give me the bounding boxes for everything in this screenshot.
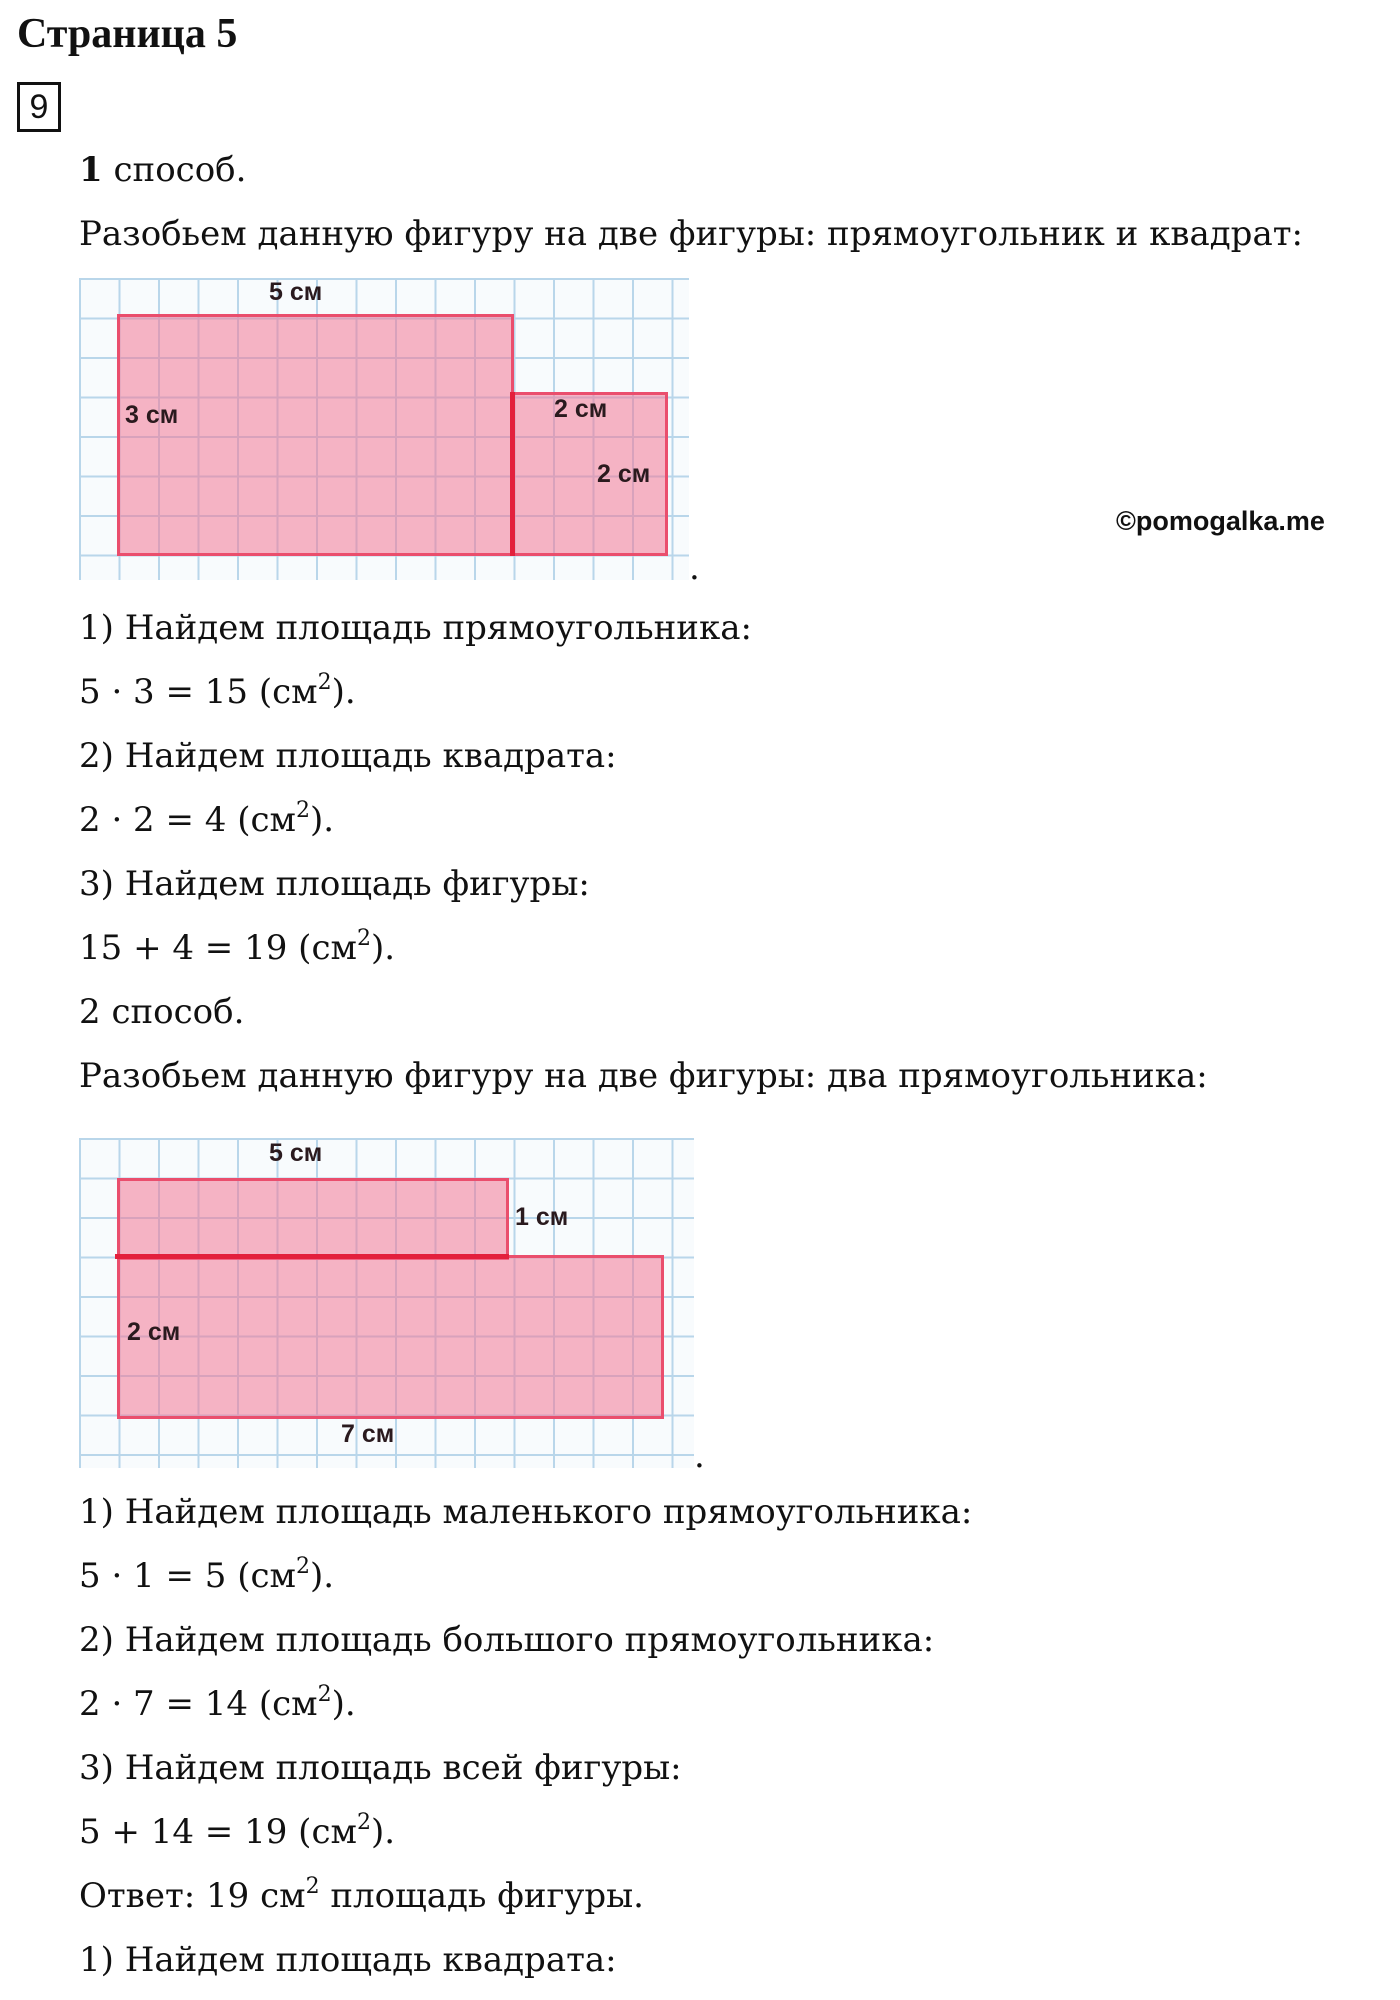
formula-text: 5 · 3 = 15 (см [79,672,318,712]
formula-exponent: 2 [356,1810,371,1835]
method1-step3: 3) Найдем площадь фигуры: [79,864,590,904]
large-rectangle-shape [117,1255,664,1419]
formula-tail: ). [331,1684,356,1724]
formula-text: 2 · 2 = 4 (см [79,800,296,840]
method1-step2-formula [79,800,334,840]
method1-label [79,150,246,190]
method2-step2: 2) Найдем площадь большого прямоугольника: [79,1620,935,1660]
large-rectangle-width-label: 7 см [341,1420,395,1448]
formula-tail: ). [309,1556,335,1596]
formula-exponent: 2 [295,798,310,823]
figure2-period: . [694,1436,705,1476]
formula-text: 5 · 1 = 5 (см [79,1556,296,1596]
page-title: Страница 5 [17,11,238,57]
formula-exponent: 2 [356,926,371,951]
method1-step1-formula [79,672,356,712]
method2-step3: 3) Найдем площадь всей фигуры: [79,1748,682,1788]
formula-exponent: 2 [295,1554,310,1579]
method2-step1-formula [79,1556,334,1596]
method2-step1: 1) Найдем площадь маленького прямоугольника: [79,1492,973,1532]
formula-exponent: 2 [317,670,332,695]
method1-intro: Разобьем данную фигуру на две фигуры: прямоугольник и квадрат: [79,214,1303,254]
large-rectangle-height-label: 2 см [127,1318,181,1346]
method1-step2: 2) Найдем площадь квадрата: [79,736,617,776]
trailing-step: 1) Найдем площадь квадрата: [79,1940,617,1980]
rectangle-shape [117,314,514,556]
method2-intro: Разобьем данную фигуру на две фигуры: два прямоугольника: [79,1056,1208,1096]
method2-step3-formula [79,1812,395,1852]
answer-prefix: Ответ: 19 см [79,1876,306,1916]
method1-grid-figure [79,278,689,580]
method1-step3-formula [79,928,395,968]
formula-exponent: 2 [317,1682,332,1707]
method2-step2-formula [79,1684,356,1724]
method1-step1: 1) Найдем площадь прямоугольника: [79,608,752,648]
formula-text: 5 + 14 = 19 (см [79,1812,357,1852]
answer-suffix: площадь фигуры. [319,1876,644,1916]
method1-label-number: 1 [79,150,103,190]
formula-text: 15 + 4 = 19 (см [79,928,357,968]
formula-tail: ). [370,1812,396,1852]
formula-tail: ). [331,672,356,712]
task-number-badge: 9 [17,82,61,132]
answer-line [79,1876,644,1916]
square-width-label: 2 см [554,395,608,423]
split-line [115,1254,509,1259]
answer-exponent: 2 [305,1874,320,1899]
formula-tail: ). [309,800,335,840]
formula-tail: ). [370,928,396,968]
small-rectangle-width-label: 5 см [269,1139,323,1167]
watermark: ©pomogalka.me [1116,506,1325,536]
small-rectangle-height-label: 1 см [515,1203,569,1231]
method1-label-text: способ. [113,150,247,190]
split-line [510,392,515,556]
method2-grid-figure [79,1138,694,1468]
figure1-period: . [689,548,700,588]
rectangle-width-label: 5 см [269,278,323,306]
method2-label: 2 способ. [79,992,245,1032]
formula-text: 2 · 7 = 14 (см [79,1684,318,1724]
small-rectangle-shape [117,1178,509,1260]
rectangle-height-label: 3 см [125,401,179,429]
square-height-label: 2 см [597,460,651,488]
